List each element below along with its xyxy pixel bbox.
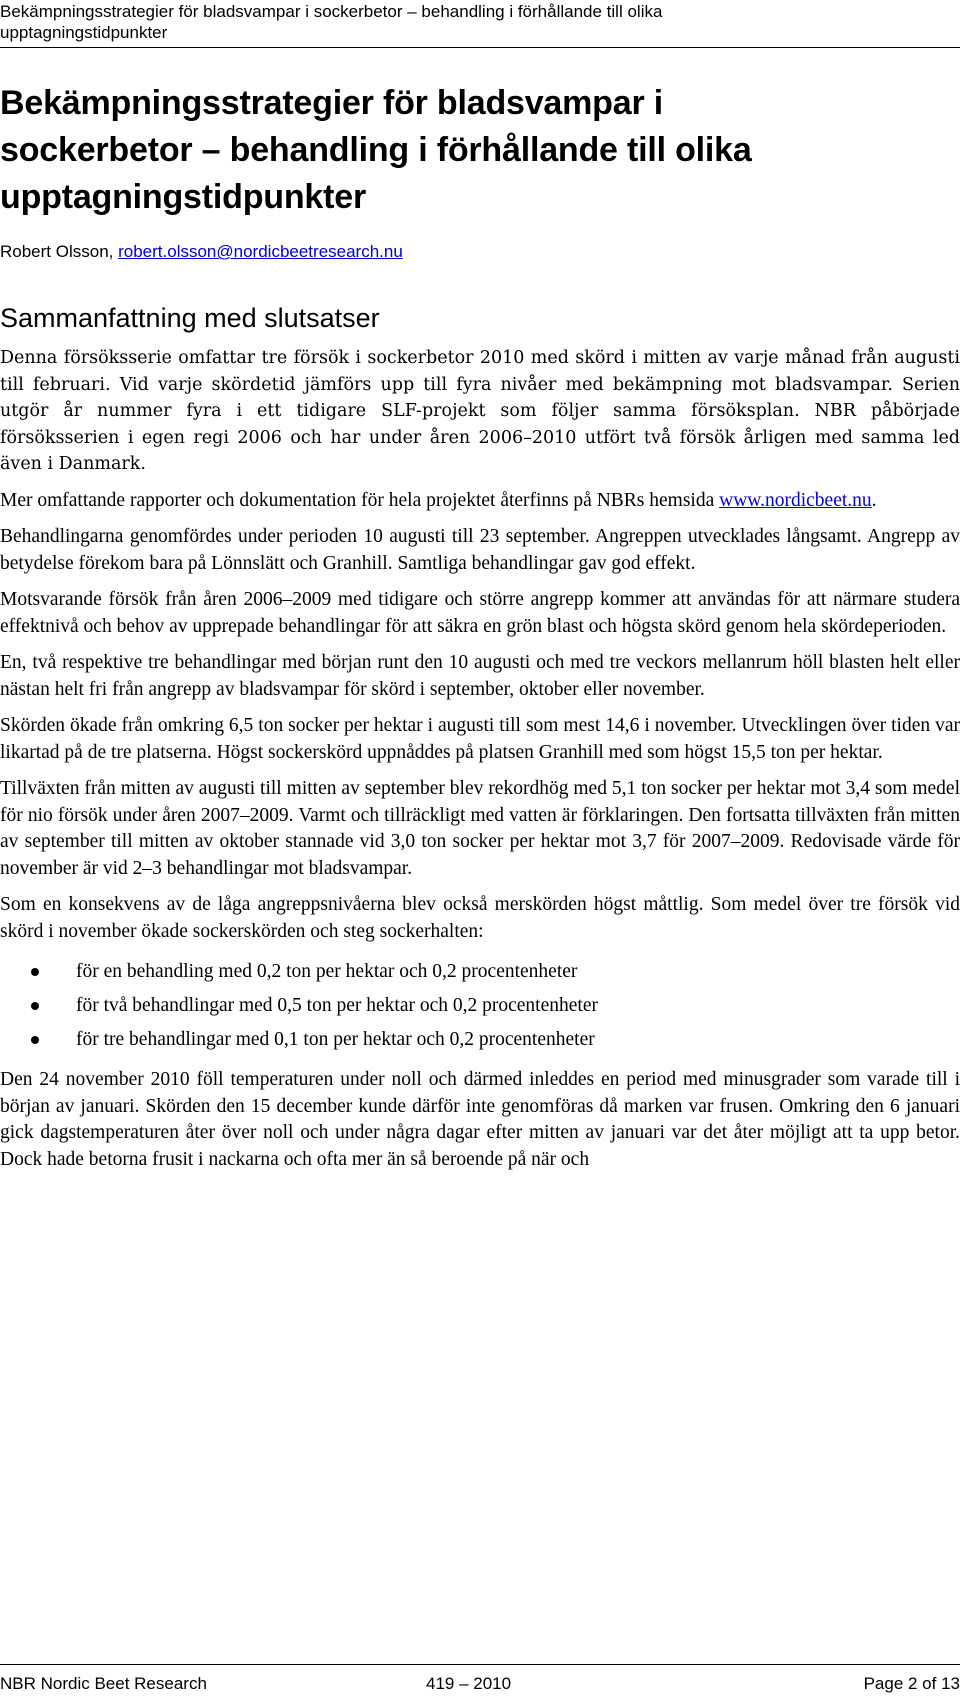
title-line-1: Bekämpningsstrategier för bladsvampar i bbox=[0, 84, 663, 122]
paragraph-1: Denna försöksserie omfattar tre försök i sockerbetor 2010 med skörd i mitten av varje månad från augusti till februari. Vid varje skördetid jämförs upp till fyra nivåer med bekämpning mot bladsvampar. Serien utgör år nummer fyra i ett tidigare SLF-projekt som följer samma försöksplan. NBR påbörjade försöksserien i egen regi 2006 och har under åren 2006–2010 utfört två försök årligen med samma led även i Danmark. bbox=[0, 348, 960, 474]
paragraph-6: Skörden ökade från omkring 6,5 ton socker per hektar i augusti till som mest 14,6 i november. Utvecklingen över tiden var likartad på de tre platserna. Högst sockerskörd uppnåddes på platsen Granhill med som högst 15,5 ton per hektar. bbox=[0, 715, 960, 763]
bullet-icon bbox=[31, 1002, 39, 1010]
paragraph-4: Motsvarande försök från åren 2006–2009 med tidigare och större angrepp kommer att användas för att närmare studera effektnivå och behov av upprepade behandlingar för att säkra en grön blast och högsta skörd genom hela skördeperioden. bbox=[0, 589, 960, 637]
list-item bbox=[0, 989, 960, 1023]
paragraph-5: En, två respektive tre behandlingar med början runt den 10 augusti och med tre veckors mellanrum höll blasten helt eller nästan helt fri från angrepp av bladsvampar för skörd i september, oktober eller november. bbox=[0, 652, 960, 700]
bullet-text-3: för tre behandlingar med 0,1 ton per hektar och 0,2 procentenheter bbox=[76, 1029, 595, 1050]
bullet-text-1: för en behandling med 0,2 ton per hektar och 0,2 procentenheter bbox=[76, 961, 578, 982]
list-item bbox=[0, 1023, 960, 1057]
running-header bbox=[0, 0, 960, 48]
title-line-2: sockerbetor – behandling i förhållande till olika bbox=[0, 131, 752, 169]
paragraph-8: Som en konsekvens av de låga angreppsnivåerna blev också merskörden högst måttlig. Som medel över tre försök vid skörd i november ökade sockerskörden och steg sockerhalten: bbox=[0, 894, 960, 942]
footer-organization: NBR Nordic Beet Research bbox=[0, 1674, 207, 1693]
author-line bbox=[0, 241, 960, 263]
paragraph-2 bbox=[0, 488, 960, 515]
author-name: Robert Olsson, bbox=[0, 242, 119, 261]
list-item bbox=[0, 955, 960, 989]
title-line-3: upptagningstidpunkter bbox=[0, 178, 366, 216]
page-footer bbox=[0, 1664, 960, 1700]
website-link[interactable]: www.nordicbeet.nu bbox=[719, 489, 872, 511]
bullet-icon bbox=[31, 968, 39, 976]
paragraph-2-text: Mer omfattande rapporter och dokumentation för hela projektet återfinns på NBRs hemsida bbox=[0, 489, 720, 511]
author-email-link[interactable]: robert.olsson@nordicbeetresearch.nu bbox=[118, 242, 403, 261]
footer-report-number: 419 – 2010 bbox=[426, 1674, 512, 1693]
running-header-line-1: Bekämpningsstrategier för bladsvampar i sockerbetor – behandling i förhållande till olika bbox=[0, 2, 663, 21]
document-body bbox=[0, 80, 960, 1183]
document-title bbox=[0, 80, 960, 221]
paragraph-9: Den 24 november 2010 föll temperaturen under noll och därmed inleddes en period med minusgrader som varade till i början av januari. Skörden den 15 december kunde därför inte genomföras då marken var frusen. Omkring den 6 januari gick dagstemperaturen åter över noll och under några dagar efter mitten av januari var det åter möjligt att ta upp betor. Dock hade betorna frusit i nackarna och ofta mer än så beroende på när och bbox=[0, 1069, 960, 1170]
bullet-text-2: för två behandlingar med 0,5 ton per hektar och 0,2 procentenheter bbox=[76, 995, 598, 1016]
bullet-list bbox=[0, 955, 960, 1057]
paragraph-7: Tillväxten från mitten av augusti till mitten av september blev rekordhög med 5,1 ton socker per hektar mot 3,4 som medel för nio försök under åren 2007–2009. Varmt och tillräckligt med vatten är förklaringen. Den fortsatta tillväxten från mitten av september till mitten av oktober stannade vid 3,0 ton socker per hektar mot 3,7 för 2007–2009. Redovisade värde för november är vid 2–3 behandlingar mot bladsvampar. bbox=[0, 778, 960, 879]
section-heading: Sammanfattning med slutsatser bbox=[0, 303, 380, 333]
paragraph-3: Behandlingarna genomfördes under perioden 10 augusti till 23 september. Angreppen utvecklades långsamt. Angrepp av betydelse förekom bara på Lönnslätt och Granhill. Samtliga behandlingar gav god effekt. bbox=[0, 526, 960, 574]
footer-page-number: Page 2 of 13 bbox=[863, 1674, 960, 1693]
bullet-icon bbox=[31, 1036, 39, 1044]
running-header-line-2: upptagningstidpunkter bbox=[0, 23, 168, 42]
paragraph-2-end: . bbox=[871, 489, 877, 511]
